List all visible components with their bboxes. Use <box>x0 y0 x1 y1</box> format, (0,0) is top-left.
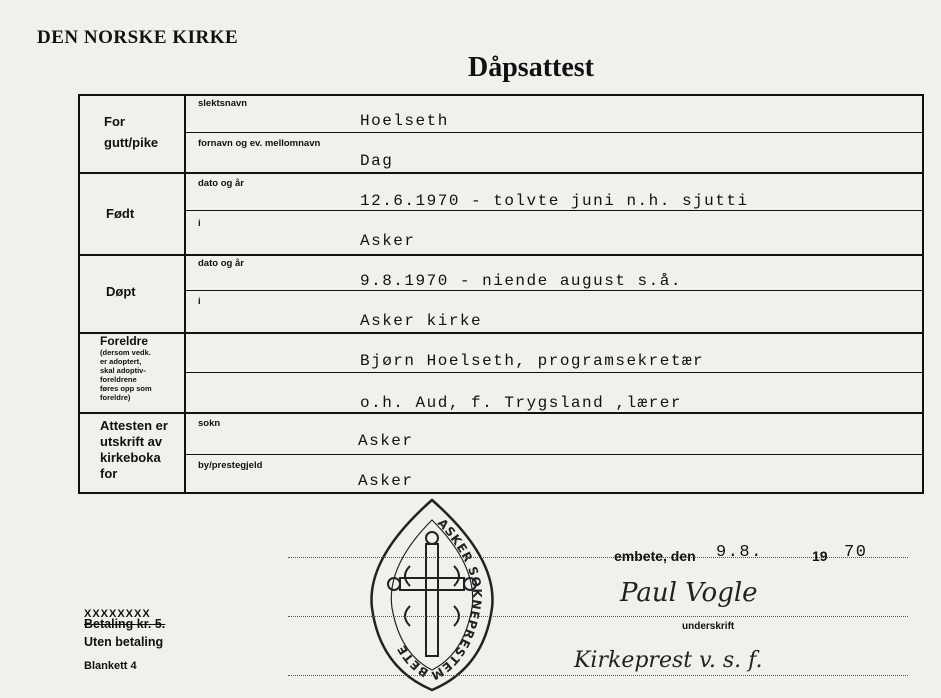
century-label: 19 <box>812 548 828 564</box>
born-label: Født <box>106 206 135 221</box>
office-date-label: embete, den <box>614 548 696 564</box>
parents-label: Foreldre <box>100 334 149 348</box>
town-value: Asker <box>358 472 414 490</box>
born-date-value: 12.6.1970 - tolvte juni n.h. sjutti <box>360 192 749 210</box>
parish-value: Asker <box>358 432 414 450</box>
born-date-label: dato og år <box>198 178 244 189</box>
child-label-line2: gutt/pike <box>104 135 159 150</box>
handwritten-title: Kirkeprest v. s. f. <box>574 648 763 673</box>
child-label-line1: For <box>104 114 125 129</box>
no-payment-line: Uten betaling <box>84 635 164 649</box>
baptism-date-label: dato og år <box>198 258 244 269</box>
form-number: Blankett 4 <box>84 660 137 672</box>
parish-label: sokn <box>198 418 221 429</box>
born-place-value: Asker <box>360 232 416 250</box>
organization-name: DEN NORSKE KIRKE <box>37 27 239 48</box>
year-value: 70 <box>844 543 868 562</box>
born-place-label: i <box>198 218 201 229</box>
baptized-label: Døpt <box>106 284 136 299</box>
given-name-label: fornavn og ev. mellomnavn <box>198 138 321 149</box>
parents-note: (dersom vedk. er adoptert, skal adoptiv- foreldrene føres opp som foreldre) <box>100 348 152 402</box>
baptism-place-value: Asker kirke <box>360 312 483 330</box>
extract-label: Attesten er utskrift av kirkeboka for <box>100 418 168 481</box>
given-name-value: Dag <box>360 152 394 170</box>
document-title: Dåpsattest <box>468 52 594 83</box>
signature-label: underskrift <box>682 621 735 632</box>
seal-text: ASKER SOKNEPRESTEMBETE <box>394 515 485 684</box>
surname-value: Hoelseth <box>360 112 449 130</box>
baptism-date-value: 9.8.1970 - niende august s.å. <box>360 272 682 290</box>
town-label: by/prestegjeld <box>198 460 263 471</box>
church-seal <box>360 496 505 692</box>
handwritten-signature: Paul Vogle <box>620 578 758 608</box>
payment-line: Betaling kr. 5. <box>84 617 166 631</box>
surname-label: slektsnavn <box>198 98 248 109</box>
baptism-place-label: i <box>198 296 201 307</box>
certificate-form <box>78 94 924 494</box>
parents-line2: o.h. Aud, f. Trygsland ,lærer <box>360 394 682 412</box>
parents-line1: Bjørn Hoelseth, programsekretær <box>360 352 705 370</box>
issue-date-value: 9.8. <box>716 543 763 562</box>
struck-text: XXXXXXXX <box>84 608 151 620</box>
